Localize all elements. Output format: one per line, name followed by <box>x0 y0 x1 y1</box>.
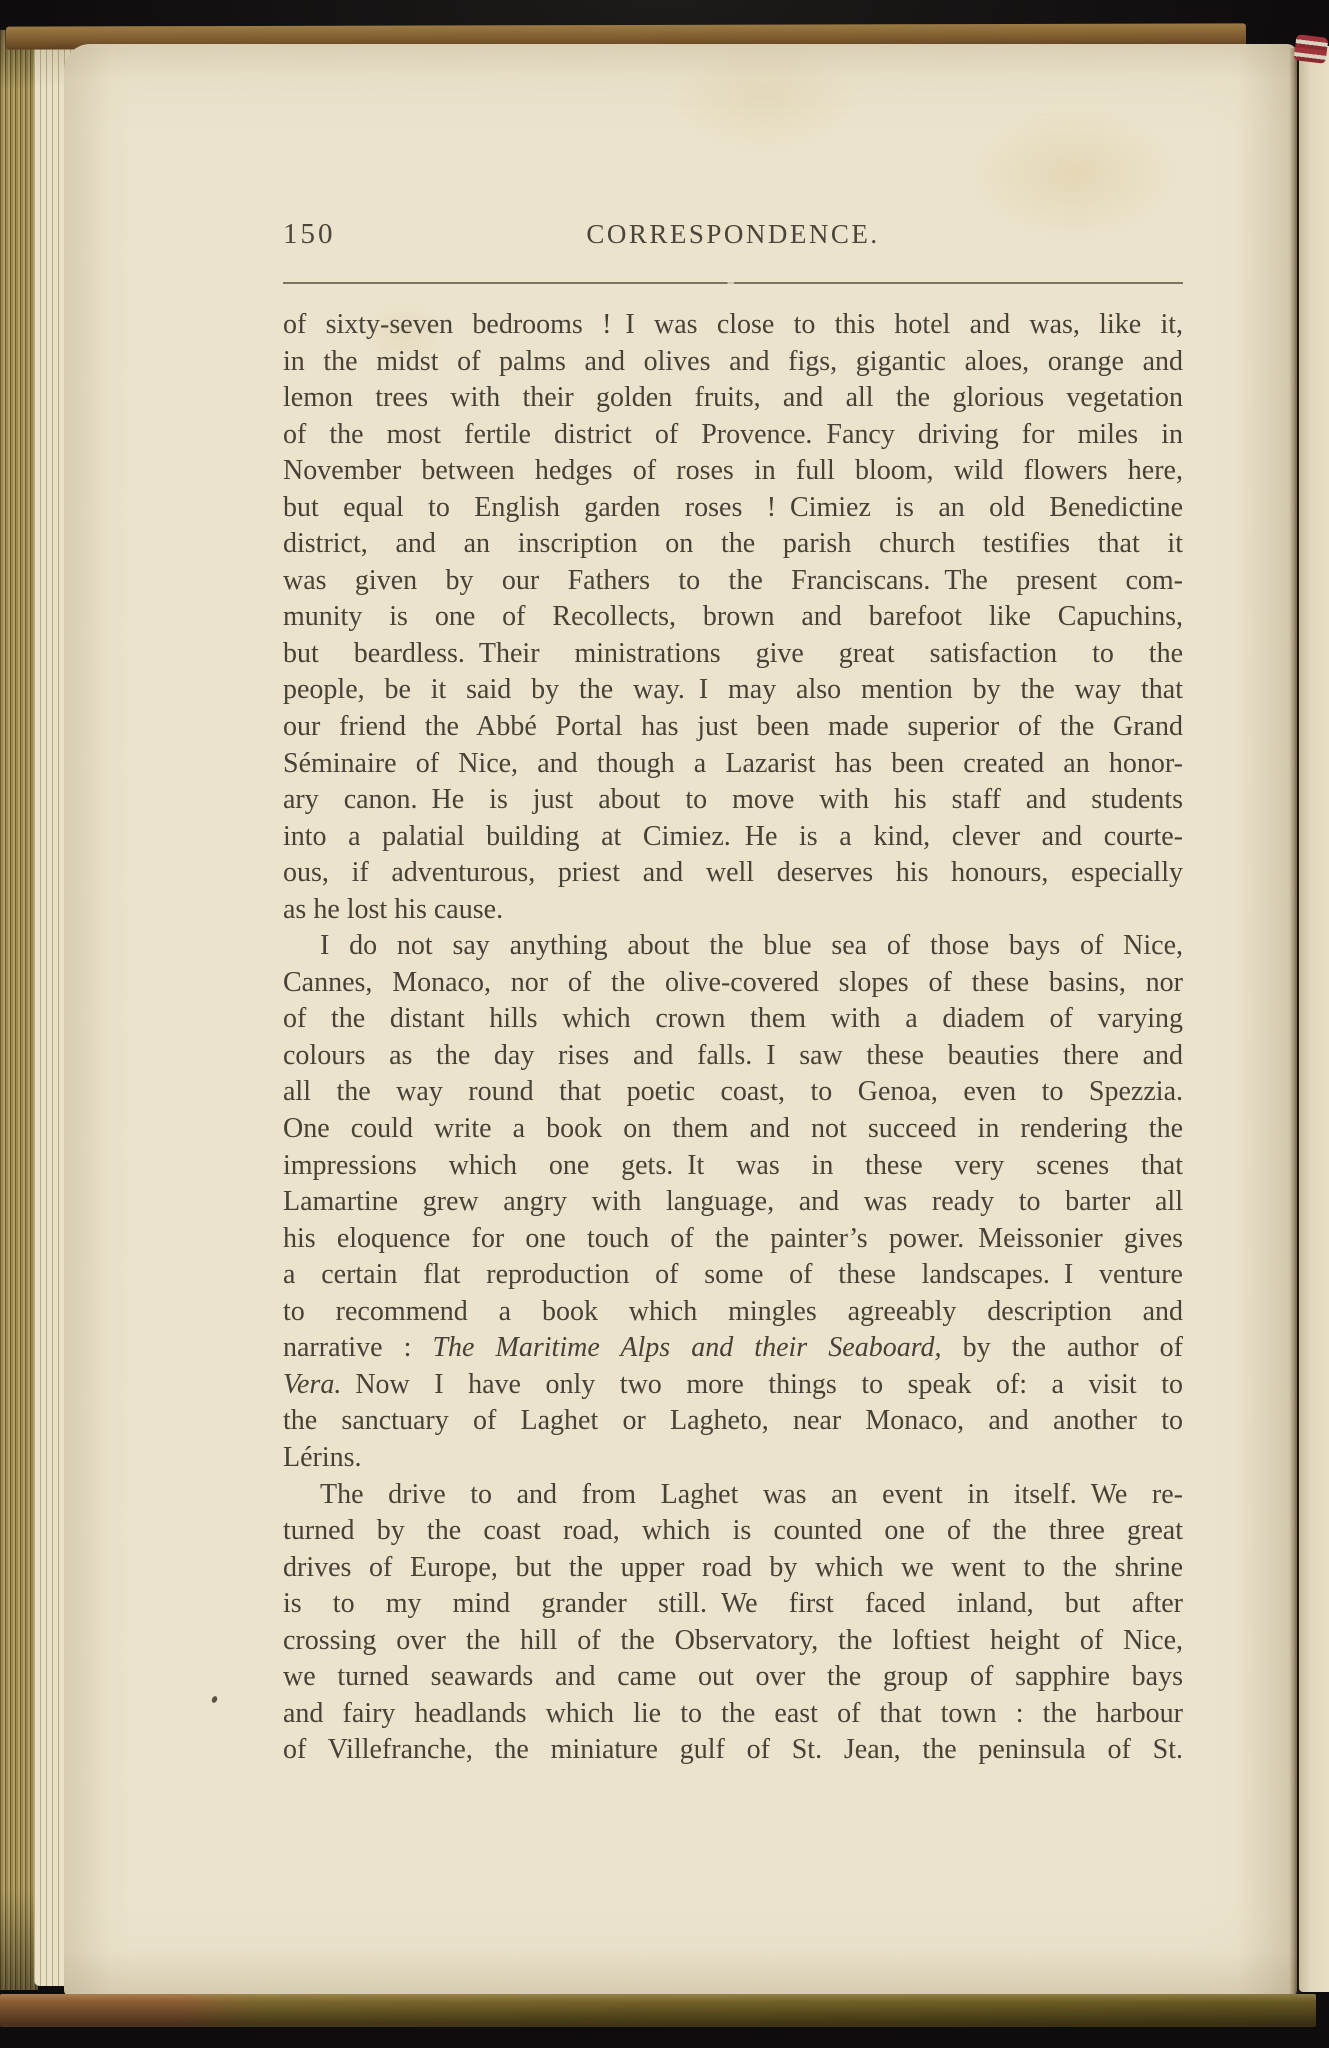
text-line: to recommend a book which mingles agreeably description and <box>283 1295 1183 1327</box>
text-line: colours as the day rises and falls. I saw these beauties there and <box>283 1039 1183 1071</box>
text-line: lemon trees with their golden fruits, and all the glorious vegetation <box>283 382 1183 414</box>
text-line: drives of Europe, but the upper road by which we went to the shrine <box>283 1551 1183 1583</box>
text-line: in the midst of palms and olives and figs, gigantic aloes, orange and <box>283 345 1183 377</box>
text-line: Lérins. <box>283 1441 362 1473</box>
headband <box>1294 34 1329 64</box>
text-line: district, and an inscription on the parish church testifies that it <box>283 528 1183 560</box>
text-line: Lamartine grew angry with language, and was ready to barter all <box>283 1186 1183 1218</box>
ink-speck <box>211 1695 218 1703</box>
text-line: is to my mind grander still. We first faced inland, but after <box>283 1588 1183 1620</box>
text-line: into a palatial building at Cimiez. He is a kind, clever and courte- <box>283 820 1183 852</box>
text-line: Vera. Now I have only two more things to speak of: a visit to <box>283 1368 1183 1400</box>
facing-page-edge <box>1299 46 1329 1992</box>
text-line: was given by our Fathers to the Franciscans. The present com- <box>283 564 1183 596</box>
text-line: of Villefranche, the miniature gulf of St. Jean, the peninsula of St. <box>283 1734 1183 1766</box>
text-line: impressions which one gets. It was in these very scenes that <box>283 1149 1183 1181</box>
page-stack-gilt-edges <box>0 30 38 1990</box>
book-cover-bottom-edge <box>0 1994 1316 2027</box>
page-number: 150 <box>283 218 336 250</box>
text-line: of the most fertile district of Provence. Fancy driving for miles in <box>283 418 1183 450</box>
text-line: his eloquence for one touch of the painter’s power. Meissonier gives <box>283 1222 1183 1254</box>
text-line: One could write a book on them and not succeed in rendering the <box>283 1113 1183 1145</box>
text-line: November between hedges of roses in full bloom, wild flowers here, <box>283 455 1183 487</box>
text-line: munity is one of Recollects, brown and barefoot like Capuchins, <box>283 601 1183 633</box>
text-line: The drive to and from Laghet was an event in itself. We re- <box>320 1478 1183 1510</box>
text-line: of the distant hills which crown them with a diadem of varying <box>283 1003 1183 1035</box>
text-line: I do not say anything about the blue sea of those bays of Nice, <box>320 930 1183 962</box>
header-rule <box>283 282 1183 284</box>
text-line: our friend the Abbé Portal has just been made superior of the Grand <box>283 711 1183 743</box>
text-line: we turned seawards and came out over the group of sapphire bays <box>283 1661 1183 1693</box>
text-line: ous, if adventurous, priest and well deserves his honours, especially <box>283 857 1183 889</box>
text-line: of sixty-seven bedrooms ! I was close to this hotel and was, like it, <box>283 309 1183 340</box>
text-line: a certain flat reproduction of some of these landscapes. I venture <box>283 1259 1183 1291</box>
text-line: Séminaire of Nice, and though a Lazarist has been created an honor- <box>283 747 1183 779</box>
text-line: and fairy headlands which lie to the east of that town : the harbour <box>283 1697 1183 1729</box>
running-header: CORRESPONDENCE. <box>586 219 880 249</box>
text-line: ary canon. He is just about to move with his staff and students <box>283 784 1183 816</box>
text-line: the sanctuary of Laghet or Lagheto, near Monaco, and another to <box>283 1405 1183 1437</box>
text-line: Cannes, Monaco, nor of the olive-covered slopes of these basins, nor <box>283 966 1183 998</box>
text-line: but equal to English garden roses ! Cimiez is an old Benedictine <box>283 491 1183 523</box>
text-line: crossing over the hill of the Observatory, the loftiest height of Nice, <box>283 1624 1183 1656</box>
text-line: people, be it said by the way. I may also mention by the way that <box>283 674 1183 706</box>
text-line: but beardless. Their ministrations give great satisfaction to the <box>283 637 1183 669</box>
text-line: all the way round that poetic coast, to Genoa, even to Spezzia. <box>283 1076 1183 1108</box>
text-line: as he lost his cause. <box>283 893 504 925</box>
text-line: turned by the coast road, which is counted one of the three great <box>283 1515 1183 1547</box>
text-line: narrative : The Maritime Alps and their Seaboard, by the author of <box>283 1332 1183 1364</box>
page-body <box>283 307 1183 1769</box>
book-page <box>64 44 1297 1996</box>
